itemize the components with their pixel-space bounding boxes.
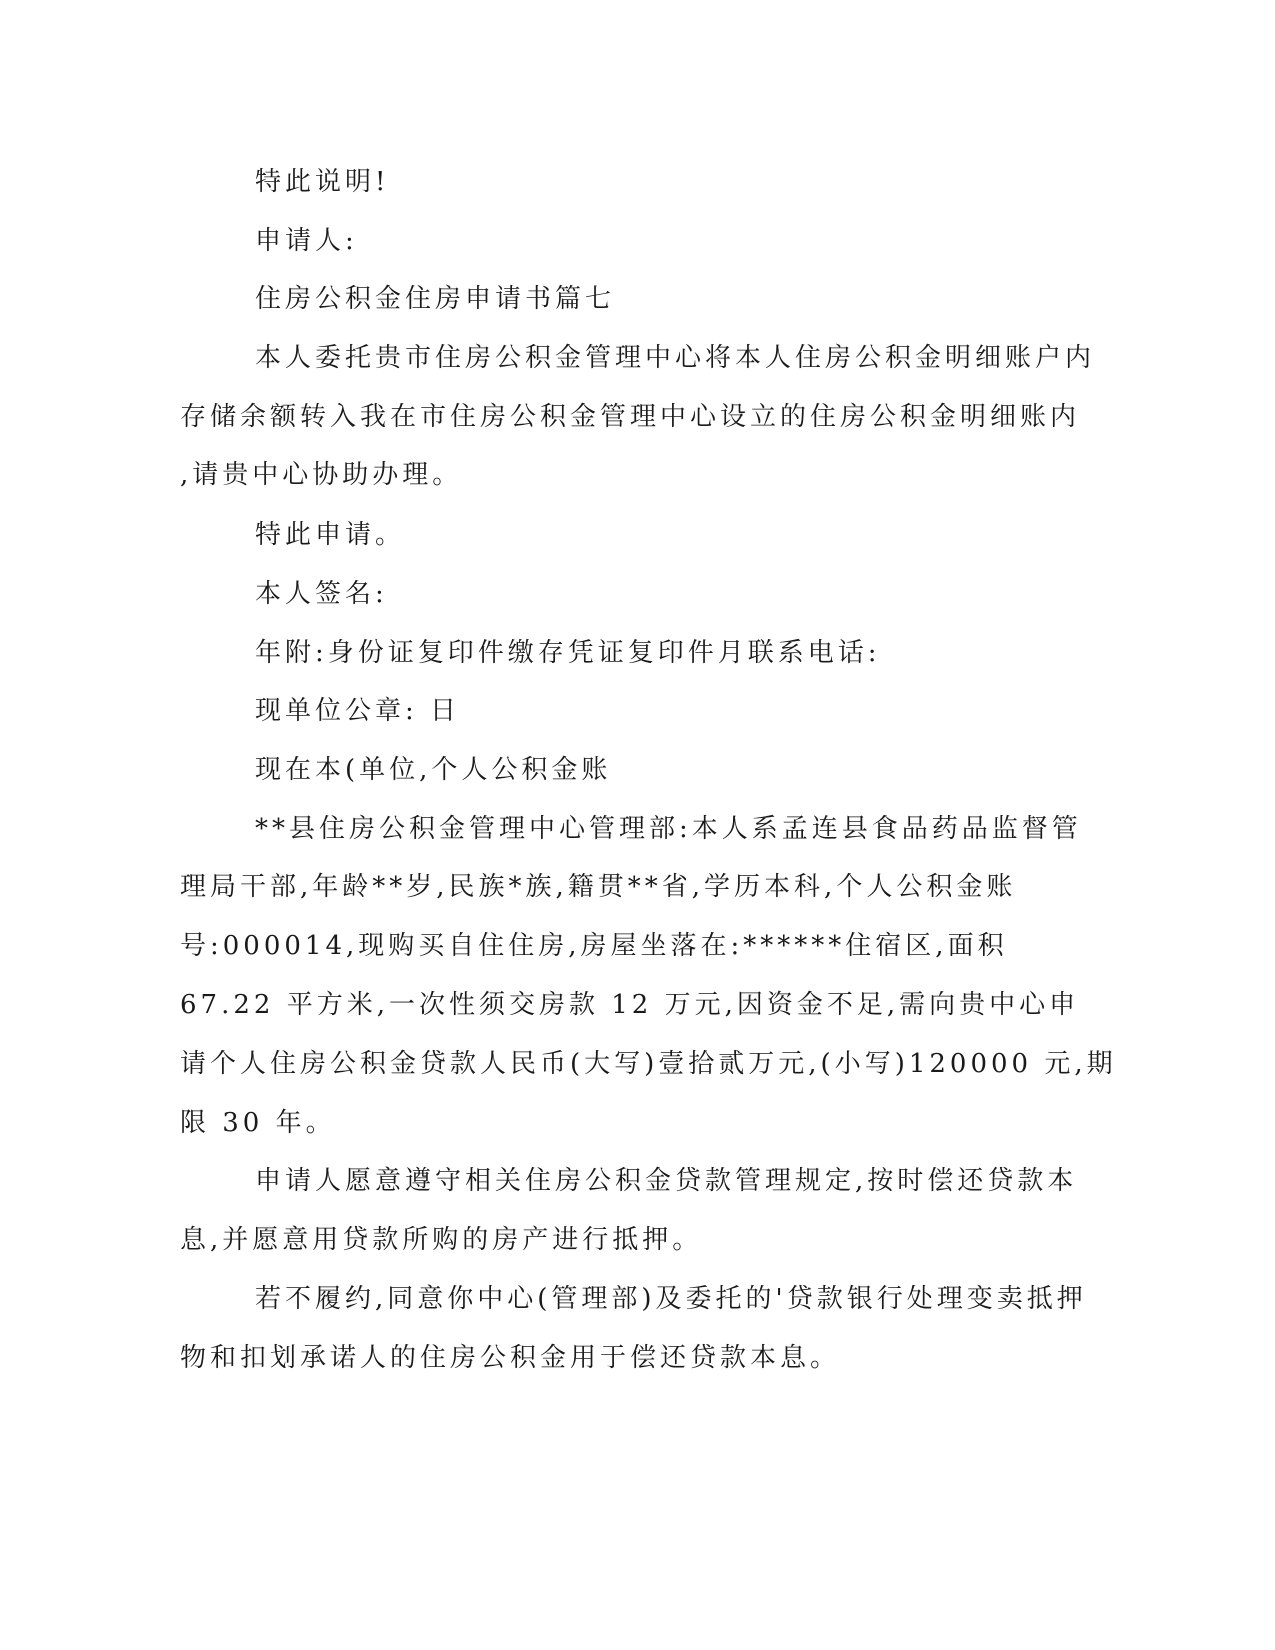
account-line: 现在本(单位,个人公积金账 xyxy=(255,755,612,785)
paragraph-line: 申请人愿意遵守相关住房公积金贷款管理规定,按时偿还贷款本 xyxy=(255,1166,1078,1196)
section-heading: 住房公积金住房申请书篇七 xyxy=(255,284,616,314)
paragraph-line: 物和扣划承诺人的住房公积金用于偿还贷款本息。 xyxy=(180,1343,841,1373)
paragraph-line: 息,并愿意用贷款所购的房产进行抵押。 xyxy=(180,1225,703,1255)
paragraph-line: 理局干部,年龄**岁,民族*族,籍贯**省,学历本科,个人公积金账 xyxy=(180,872,1017,902)
paragraph-line: 若不履约,同意你中心(管理部)及委托的'贷款银行处理变卖抵押 xyxy=(255,1284,1087,1314)
request-statement: 特此申请。 xyxy=(255,520,406,550)
paragraph-line: 请个人住房公积金贷款人民币(大写)壹拾贰万元,(小写)120000 元,期 xyxy=(180,1049,1117,1079)
closing-statement: 特此说明! xyxy=(255,167,390,197)
paragraph-line: 存储余额转入我在市住房公积金管理中心设立的住房公积金明细账内 xyxy=(180,402,1081,432)
attachments-line: 年附:身份证复印件缴存凭证复印件月联系电话: xyxy=(255,638,881,668)
paragraph-line: **县住房公积金管理中心管理部:本人系孟连县食品药品监督管 xyxy=(255,814,1082,844)
paragraph-line: 限 30 年。 xyxy=(180,1108,336,1138)
paragraph-line: 67.22 平方米,一次性须交房款 12 万元,因资金不足,需向贵中心申 xyxy=(180,990,1080,1020)
paragraph-line: 号:000014,现购买自住住房,房屋坐落在:******住宿区,面积 xyxy=(180,931,1008,961)
paragraph-line: 本人委托贵市住房公积金管理中心将本人住房公积金明细账户内 xyxy=(255,343,1096,373)
unit-seal-line: 现单位公章: 日 xyxy=(255,696,461,726)
paragraph-line: ,请贵中心协助办理。 xyxy=(180,460,463,490)
signature-label: 本人签名: xyxy=(255,579,388,609)
applicant-label: 申请人: xyxy=(255,226,358,256)
